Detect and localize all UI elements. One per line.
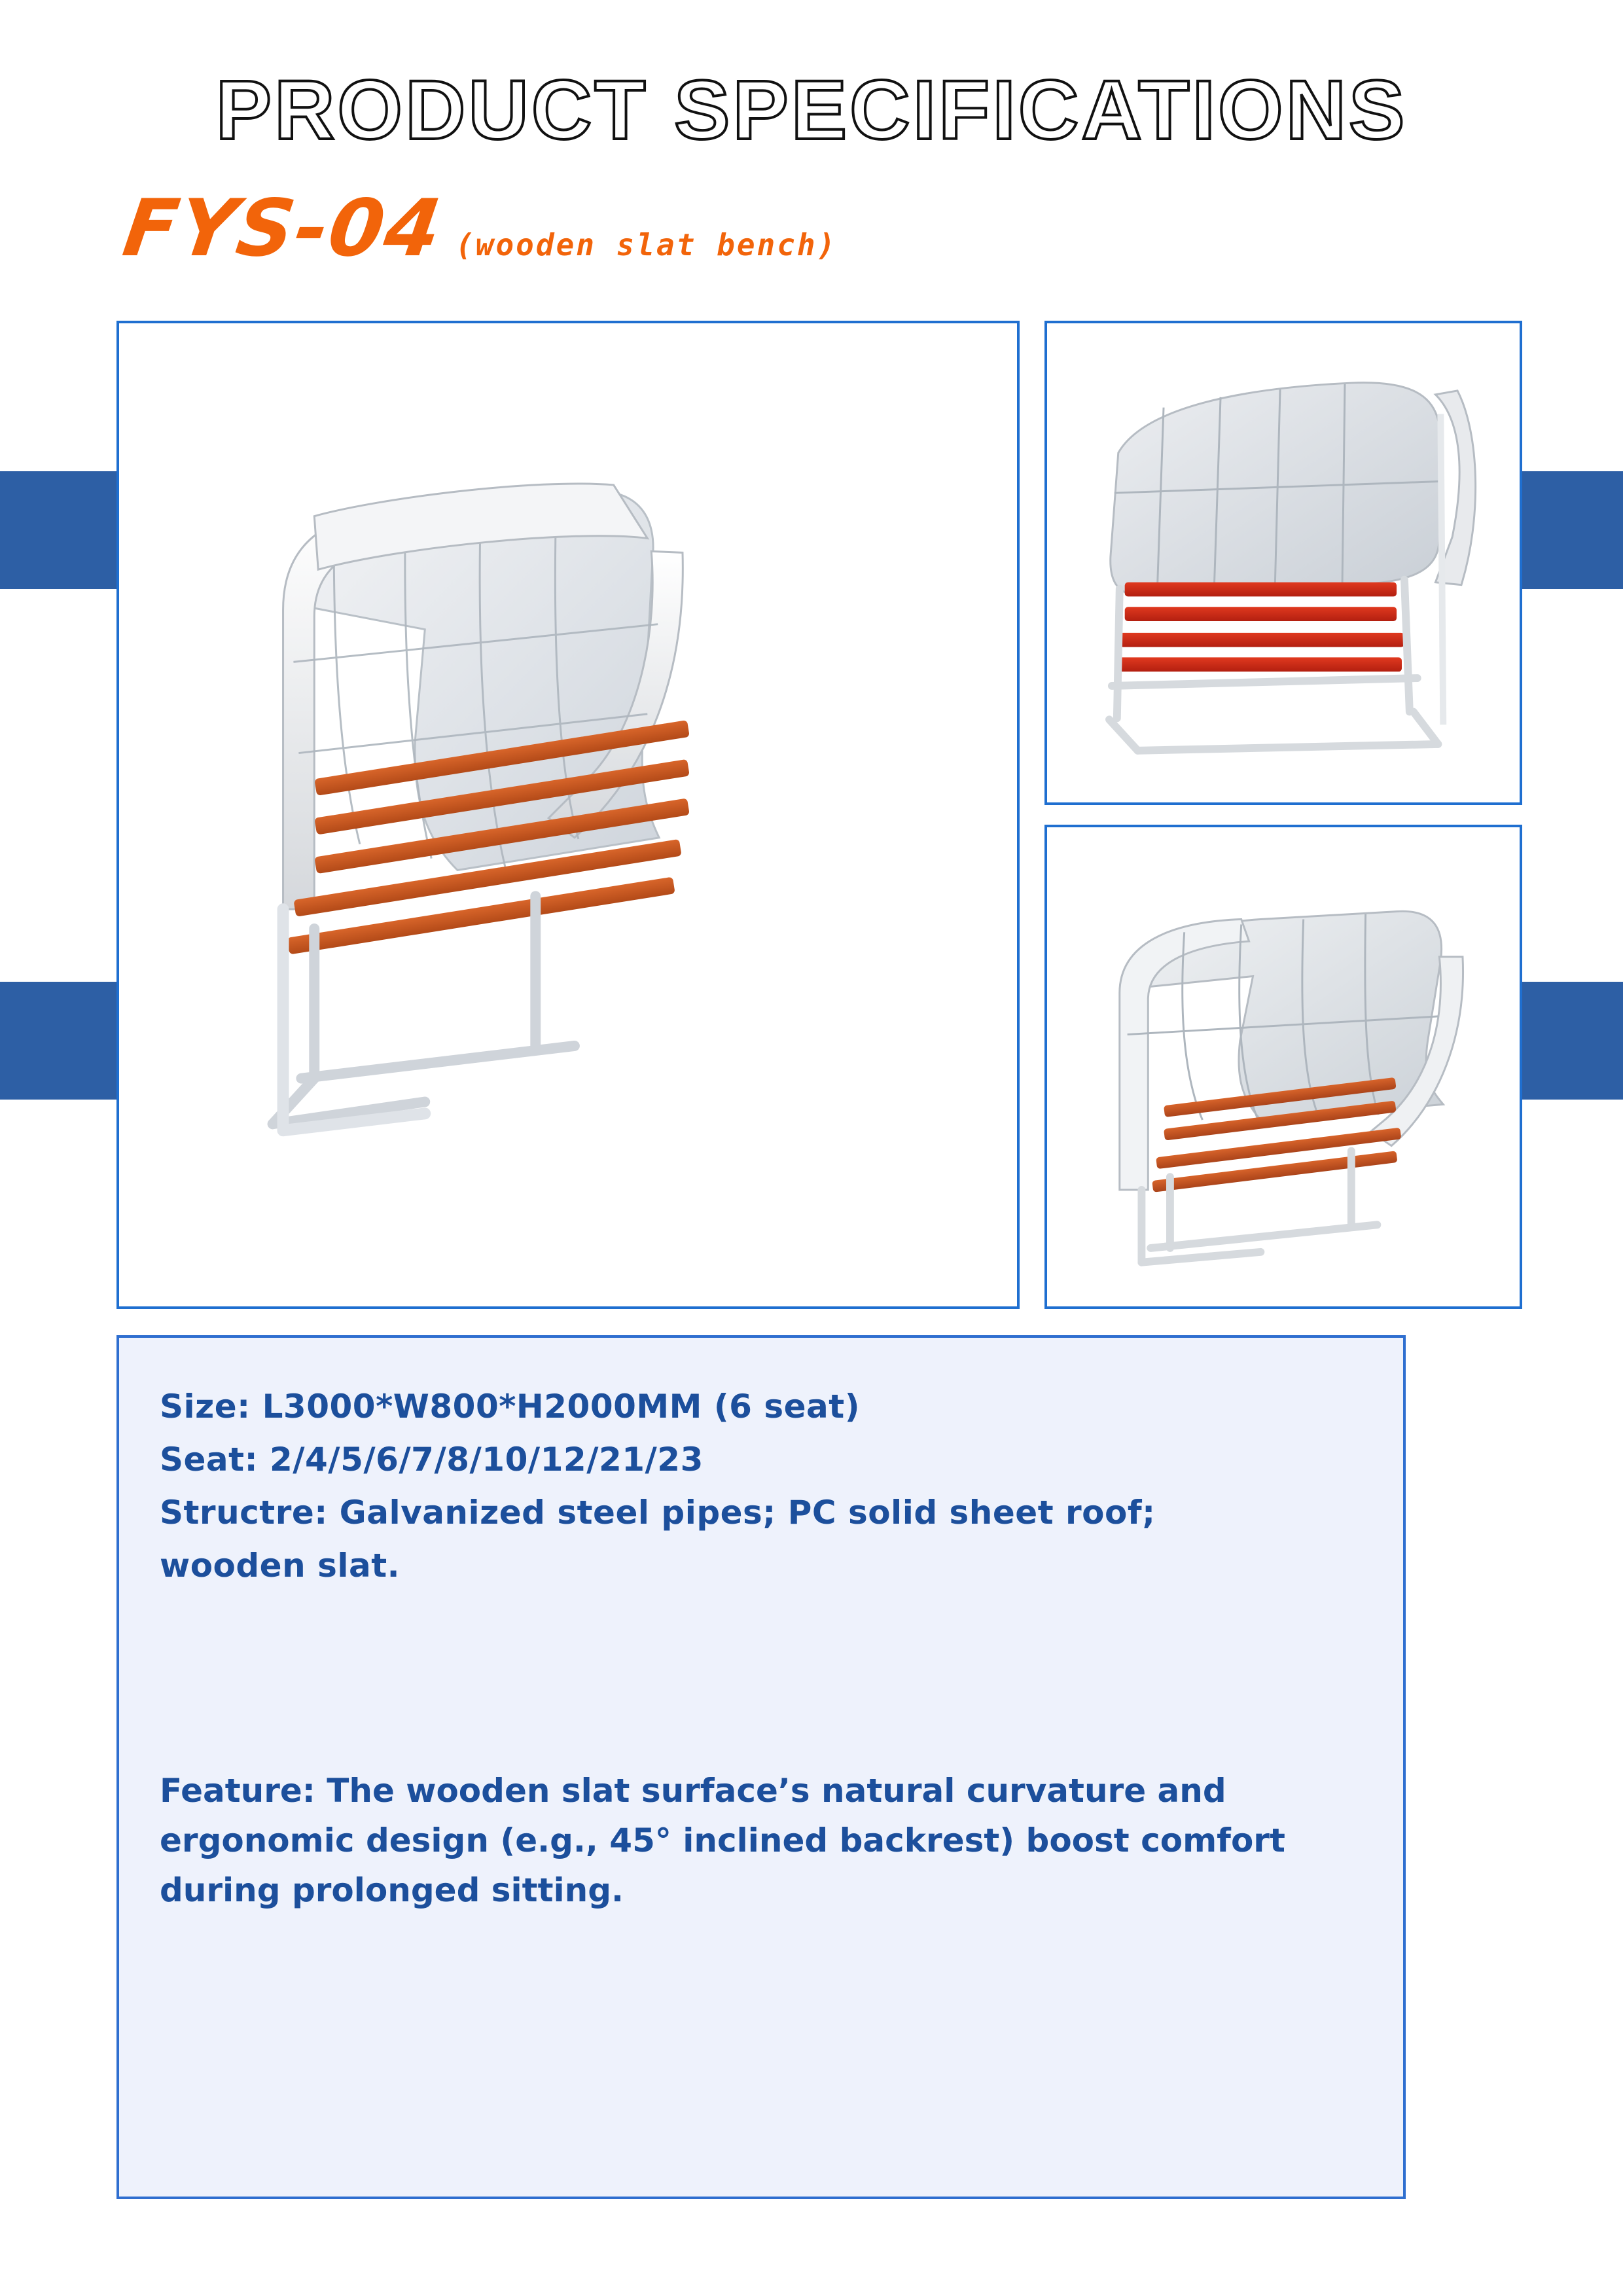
main-product-photo — [116, 321, 1020, 1309]
product-photo-rear — [1044, 321, 1522, 805]
shelter-bench-illustration-rear — [1047, 323, 1520, 802]
shelter-bench-illustration-side — [1047, 827, 1520, 1306]
spec-seat: Seat: 2/4/5/6/7/8/10/12/21/23 — [160, 1441, 704, 1479]
shelter-bench-illustration-main — [119, 323, 1017, 1306]
page-title: PRODUCT SPECIFICATIONS — [215, 63, 1408, 157]
model-designation — [118, 183, 838, 274]
spec-spacer — [160, 1596, 1364, 1766]
model-subtitle: (wooden slat bench) — [455, 227, 838, 262]
model-code: FYS-04 — [118, 183, 448, 274]
spec-structure-2: wooden slat. — [160, 1547, 401, 1585]
spec-size: Size: L3000*W800*H2000MM (6 seat) — [160, 1388, 861, 1426]
product-photo-side — [1044, 825, 1522, 1309]
spec-feature: Feature: The wooden slat surface’s natural curvature and ergonomic design (e.g., 45° inclined backrest) boost comfort during prolonged sitting. — [160, 1772, 1285, 1909]
spec-structure-1: Structre: Galvanized steel pipes; PC solid sheet roof; — [160, 1494, 1156, 1532]
specifications-panel — [116, 1335, 1406, 2199]
page-header — [0, 62, 1623, 158]
